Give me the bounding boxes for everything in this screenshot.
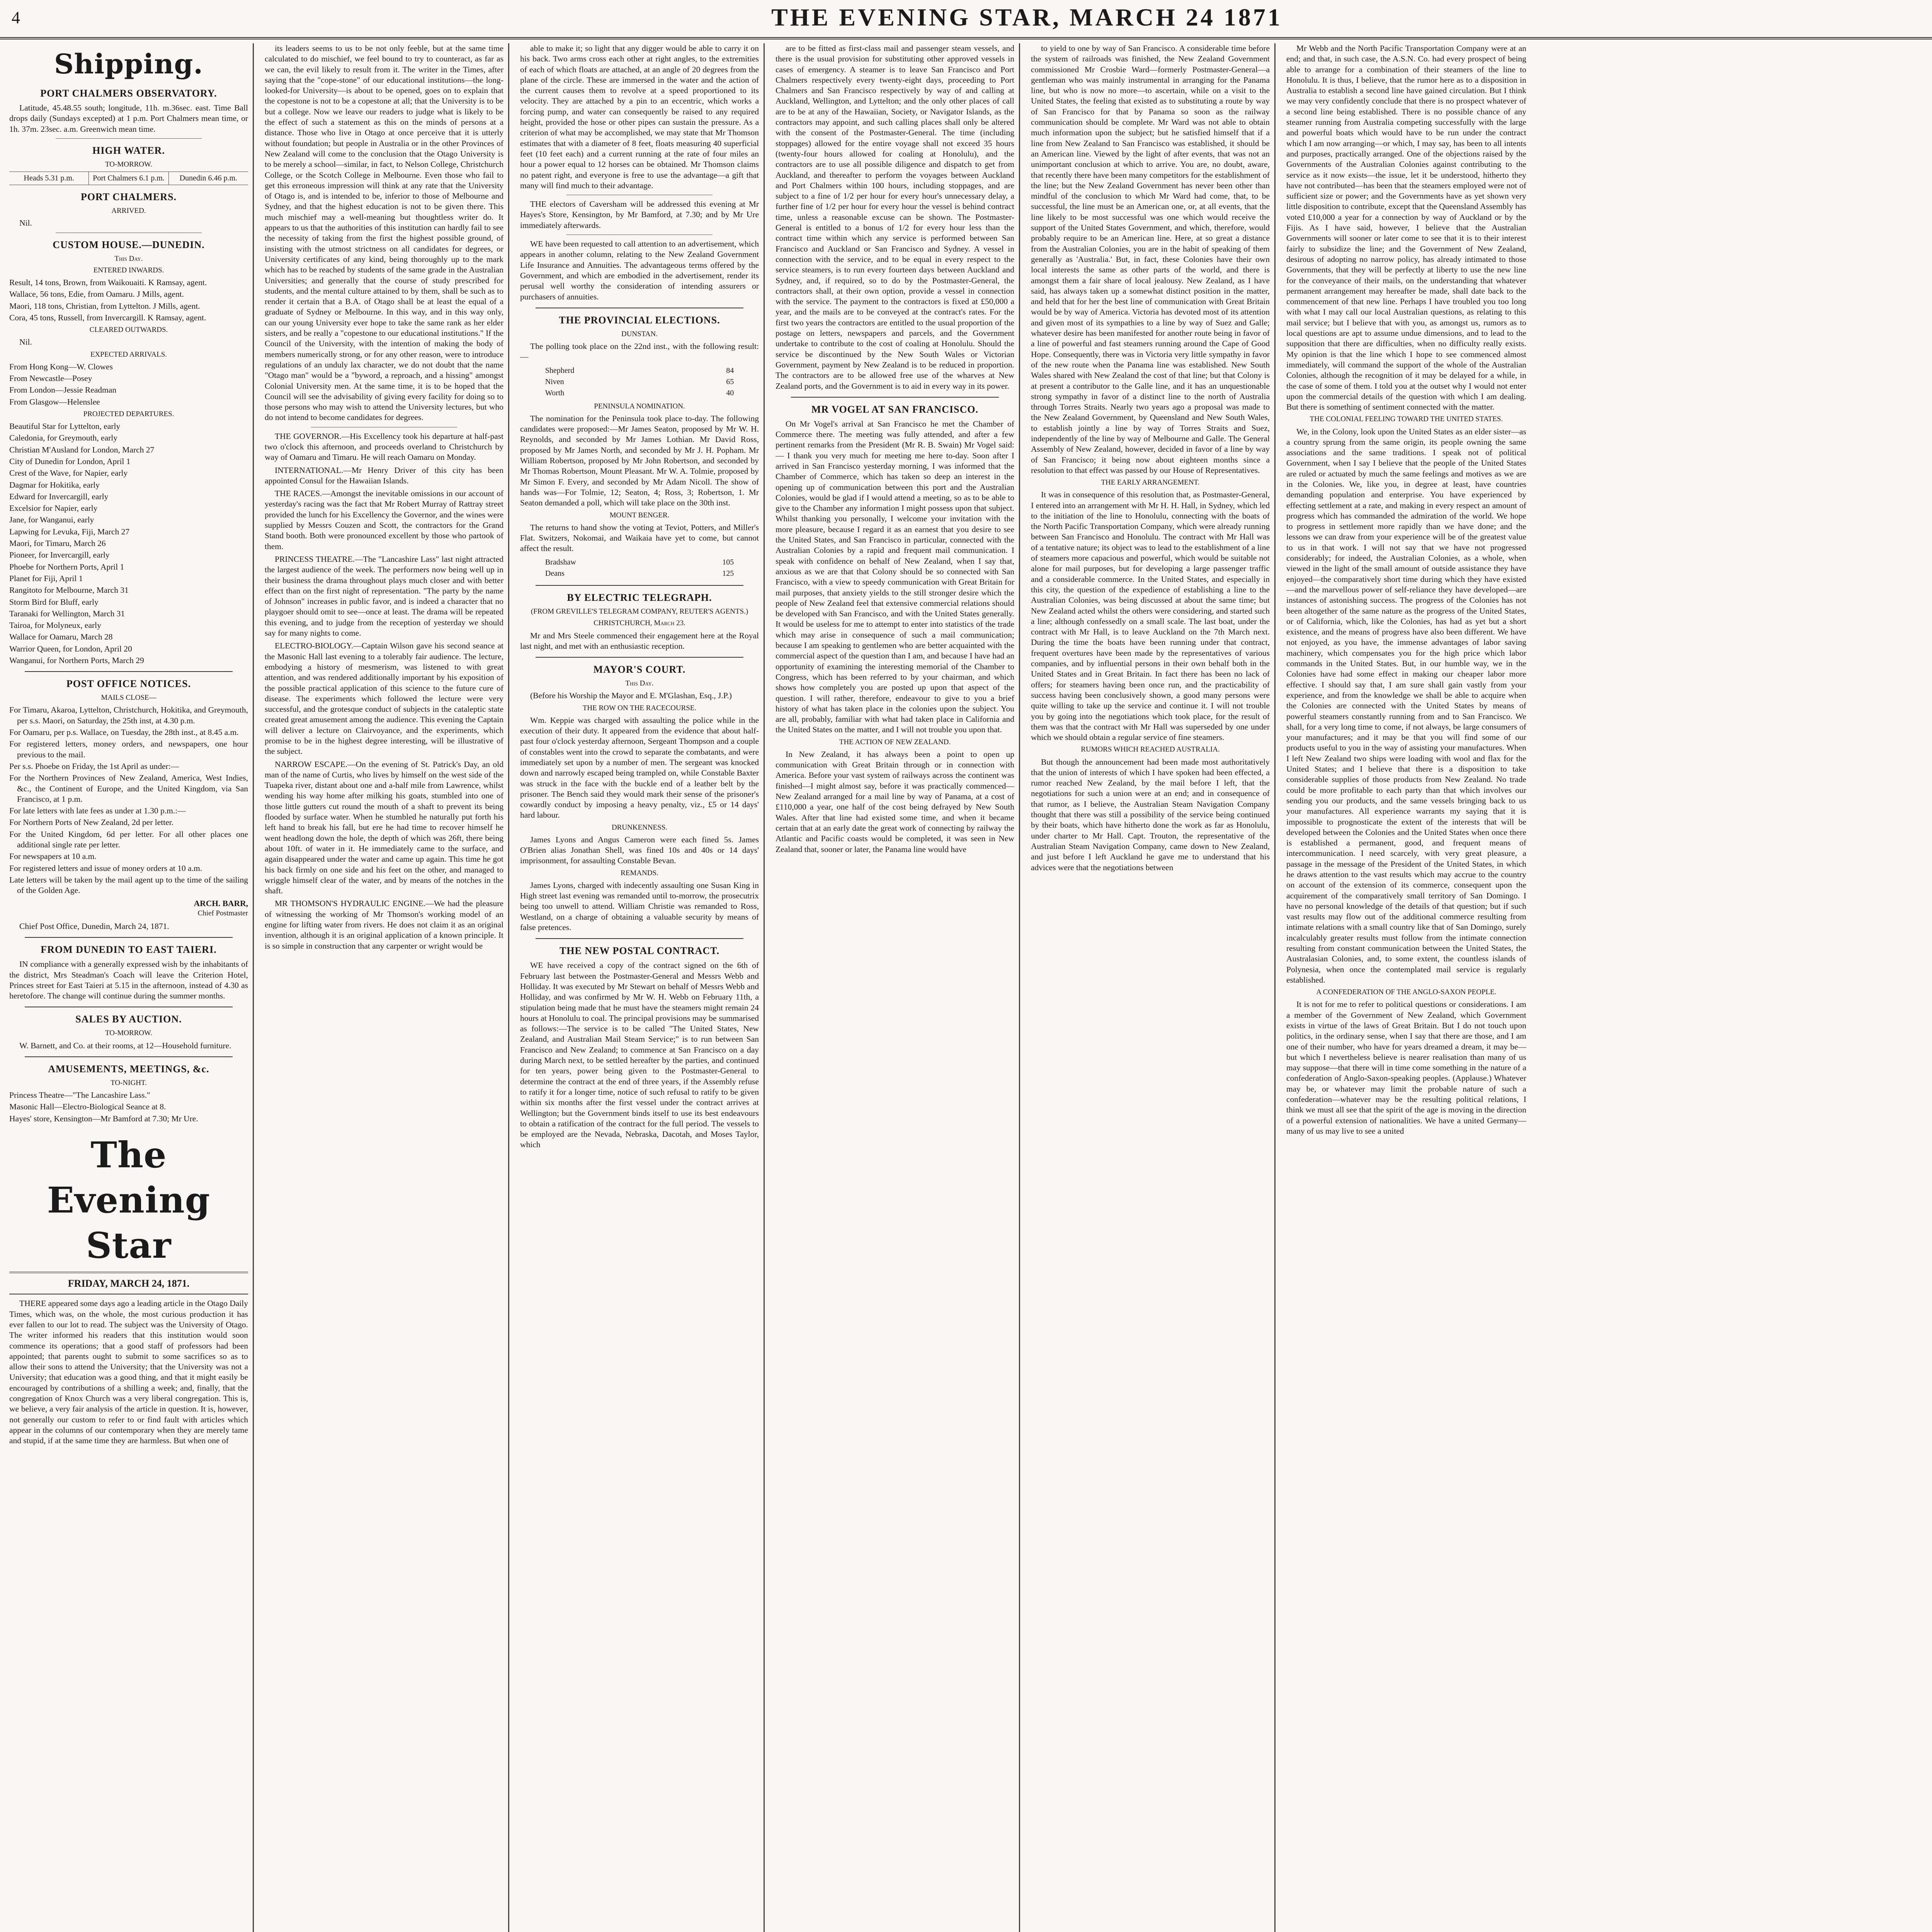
action-text: In New Zealand, it has always been a point to open up communication with Great Britain through or in connection with America. Before your vast system of railways across the continent was finished—I might almost say, before it was practically commenced—New Zealand arranged for a mail line by way of Panama, at a cost of £110,000 a year, one half of the cost being defrayed by New South Wales. After that line had existed some time, and when it became certain that at an early date the great work of connecting by railway the Atlantic and Pacific coasts would be completed, it was seen in New Zealand that, sooner or later, the Panama line would have [776,749,1014,854]
list-item: Taranaki for Wellington, March 31 [9,609,125,618]
amusements-heading: AMUSEMENTS, MEETINGS, &c. [48,1063,209,1075]
list-item: Result, 14 tons, Brown, from Waikouaiti. K Ramsay, agent. [9,278,207,287]
list-item: Edward for Invercargill, early [9,492,109,501]
list-item: Maori, 118 tons, Christian, from Lyttelton. J Mills, agent. [9,301,200,311]
list-item: For the United Kingdom, 6d per letter. For all other places one additional single rate per letter. [9,829,248,850]
tide-table [9,172,248,185]
elections-heading: THE PROVINCIAL ELECTIONS. [559,314,720,326]
candidate-name: Deans [545,569,565,578]
list-item: Hayes' store, Kensington—Mr Bamford at 7.30; Mr Ure. [9,1114,198,1123]
confederation-heading: A CONFEDERATION OF THE ANGLO-SAXON PEOPLE. [1316,988,1497,997]
remands-label: REMANDS. [621,869,658,877]
list-item: Maori, for Timaru, March 26 [9,539,106,548]
postal-contract-heading: THE NEW POSTAL CONTRACT. [559,945,720,957]
dunstan-text: The polling took place on the 22nd inst., with the following result:— [520,341,759,362]
list-item: City of Dunedin for London, April 1 [9,456,131,466]
postal-contract-continued: are to be fitted as first-class mail and passenger steam vessels, and there is the usual provision for substituting other approved vessels in cases of emergency. A steamer is to leave San Francisco and Port Chalmers respectively every twenty-eight days, proceeding to Port Chalmers and San Francisco respectively by way of and calling at Auckland, Wellington, and Lyttelton; and the only other places of call are to be at any of the Hawaiian, Society, or Navigator Islands, as the contractors may appoint, and such calling places shall only be altered with the consent of the Postmaster-General. The time (including stoppages) allowed for the entire voyage shall not exceed 35 hours (twenty-four hours allowed for coaling at Honolulu), and the contractors are to use all possible diligence and dispatch to get from Auckland, and thereafter to perform the voyages between Auckland and Port Chalmers within 100 hours, including stoppages, and are subject to a fine of 1/2 per hour for every hour's unnecessary delay, a further fine of 1/2 per hour for every hour the vessel is behind contract time, unless a reasonable excuse can be shown. The Postmaster-General is entitled to a bonus of 1/2 for every hour less than the contract time within which any service is performed between San Francisco and Auckland or San Francisco and Sydney. A vessel in connection with the service, and to be equal in every respect to the service steamers, is to run every fourteen days between Auckland and Sydney, and, if required, so to do by the Postmaster-General, the contractors shall, at their own option, provide a vessel in connection with the service. The payment to the contractors is fixed at £50,000 a year, and the mails are to be conveyed at the contract's rates. For the first two years the contractors are entitled to the usual proportion of the postage on letters, newspapers and parcels, and the Government undertake to contribute to the cost of coaling at Honolulu. Should the service be discontinued by the New South Wales or Victorian Government, payment by New Zealand is to be reduced in proportion. The contractors are to be allowed free use of the wharves at New Zealand ports, and the Government is to aid in every way in its power. [776,44,1014,391]
list-item: Lapwing for Levuka, Fiji, March 27 [9,527,130,536]
narrow-escape-paragraph: NARROW ESCAPE.—On the evening of St. Patrick's Day, an old man of the name of Curtis, who lives by himself on the west side of the Tuapeka river, distant about one and a-half mile from Lawrence, whilst wending his way home after milking his goats, stumbled into one of those little gutters cut round the mouth of a shaft to prevent its being flooded by surface water. When he stumbled he naturally put forth his left hand to break his fall, but ere he had time to recover himself he went headlong down the hole, the depth of which was 26ft, there being about 10ft. of water in it. He immediately came to the surface, and again disappeared under the water and came up again. This time he got his back firmly on one side and his feet on the other, and managed to wriggle himself clear of the water, and by means of the notches in the shaft. [265,759,503,896]
vote-count: 65 [726,377,734,386]
newspaper-columns [5,43,1932,1932]
table-row [545,388,734,398]
newspaper-title: THE EVENING STAR, MARCH 24 1871 [771,3,1282,31]
tomorrow-label: TO-MORROW. [105,1029,152,1037]
list-item: Wallace, 56 tons, Edie, from Oamaru. J Mills, agent. [9,289,184,299]
list-item: Beautiful Star for Lyttelton, early [9,422,121,431]
expected-arrivals-label: EXPECTED ARRIVALS. [90,350,167,359]
list-item: Storm Bird for Bluff, early [9,597,99,607]
vogel-heading: MR VOGEL AT SAN FRANCISCO. [811,403,979,415]
vote-count: 84 [726,366,734,375]
port-heading: PORT CHALMERS. [80,191,177,203]
list-item: Wanganui, for Northern Ports, March 29 [9,656,144,665]
column-3 [515,43,765,1932]
arrived-label: ARRIVED. [111,207,146,215]
table-row [545,557,734,568]
tide-dunedin: Dunedin 6.46 p.m. [179,173,238,182]
cleared-outwards-label: CLEARED OUTWARDS. [89,326,168,334]
list-item: Jane, for Wanganui, early [9,515,94,525]
amusements-list [9,1090,248,1124]
leader-text: THERE appeared some days ago a leading article in the Otago Daily Times, which was, on the whole, the most curious production it has ever fallen to our lot to read. The subject was the University of Otago. The writer informed his readers that this institution would soon commence its operations; that a good staff of professors had been appointed; that parents ought to submit to some sacrifices so as to allow their sons to attend the University; that the University was not a University; that education was a good thing, and that it might easily be encouraged by contributions of a shilling a week; and, finally, that the congregation of Knox Church was a very liberal congregation. This is, we believe, a very fair analysis of the article in question. It is, however, not generally our custom to refer to or find fault with articles which appear in the columns of our contemporary when they are merely tame and stupid, if at the same time they are harmless. But when one of [9,1299,248,1446]
colonial-feeling-heading: THE COLONIAL FEELING TOWARD THE UNITED STATES. [1310,415,1503,423]
mails-close-label: MAILS CLOSE— [101,694,156,702]
races-paragraph: THE RACES.—Amongst the inevitable omissions in our account of yesterday's racing was the fact that Mr Robert Murray of Rattray street provided the lunch for his Excellency the Governor, and the wines were supplied by Messrs Couzen and Scott, the contractors for the Grand Stand booth. Both were pronounced excellent by those who partook of them. [265,489,503,551]
departures-list [9,421,248,666]
leader-continued: its leaders seems to us to be not only feeble, but at the same time calculated to do mischief, we feel bound to try to counteract, as far as we can, the evil likely to result from it. The writer in the Times, after saying that the "cope-stone" of our educational institutions—the long-looked-for University—is about to be opened, goes on to explain that the copestone is not to be a copestone at all; that the University is to be but a college. Now we leave our readers to judge what is likely to be the effect of such a statement as this on the minds of persons at a distance. Those who live in Otago at once perceive that it is utterly without foundation; but people in Australia or in the other Provinces of New Zealand will come to the conclusion that the Otago University is to be merely a school—similar, in fact, to Nelson College, Christchurch College, or the Scotch College in Melbourne. Even those who fail to get this erroneous impression will think at any rate that the University of Otago is, and is intended to be, inferior to those of Melbourne and Sydney, and that the highest education is not to be given there. This much mischief may a well-meaning but thoughtless writer do. It appears to us that the authorities of this institution can hardly fail to see the necessity of taking from the first the highest possible ground, of insisting with the utmost strictness on all candidates for degrees, or University certificates of any kind, being thoroughly up to the mark which has to be reached by students of the same grade in the Australian Universities; and generally that the course of study prescribed for students, and the mental culture attained to by them, shall be such as to render it certain that a B.A. of Otago shall be at least the equal of a graduate of Sydney or Melbourne. In this way, and in this way only, can our young University ever hope to take the same rank as her elder sisters, and be really a "copestone to our educational institutions." If the Council of the University, with the intention of making the body of members numerically strong, or for any other reason, were to introduce regulations of an unduly lax character, we do not doubt that the name "Otago man" would be a "byword, a reproach, and a hissing" amongst Colonial University men. At the same time, it is to be hoped that the Council will see the advisability of giving every facility for doing so to those persons who may wish to attend the University lectures, but who do not intend to become candidates for degrees. [265,44,503,422]
tomorrow-label: TO-MORROW. [105,160,152,168]
entered-inwards-label: ENTERED INWARDS. [93,266,164,274]
auction-heading: SALES BY AUCTION. [75,1014,182,1025]
list-item: Tairoa, for Molyneux, early [9,621,101,630]
candidate-name: Shepherd [545,366,575,375]
princess-theatre-paragraph: PRINCESS THEATRE.—The "Lancashire Lass" last night attracted the largest audience of the week. The performers now being well up in their business the drama throughout plays much closer and with better effect than on the first night of representation. "The party by the name of Johnson" increases in public favor, and is indeed a character that no playgoer should omit to see—once at least. The drama will be repeated this evening, and to judge from the reception of yesterday we should say for many nights to come. [265,554,503,638]
list-item: Late letters will be taken by the mail agent up to the time of the sailing of the Golden Age. [9,875,248,895]
telegraph-source: (FROM GREVILLE'S TELEGRAM COMPANY, REUTER'S AGENTS.) [531,607,748,616]
list-item: For the Northern Provinces of New Zealand, America, West Indies, &c., the Continent of Europe, and the United Kingdom, via San Francisco, at 1 p.m. [9,773,248,804]
issue-date: FRIDAY, MARCH 24, 1871. [9,1272,248,1294]
taieri-heading: FROM DUNEDIN TO EAST TAIERI. [41,944,217,956]
list-item: Excelsior for Napier, early [9,503,98,513]
post-office-place: Chief Post Office, Dunedin, March 24, 1871. [19,921,169,931]
tonight-label: TO-NIGHT. [111,1078,147,1087]
rumors-text: But though the announcement had been made most authoritatively that the union of interests of which I have spoken had been effected, a rumor reached New Zealand, by the mail before I left, that the negotiations for such a union were at an end; and in consequence of that rumor, as I believe, the Australian Steam Navigation Company thought that there was still a possibility of the service being continued by their boats, which have hitherto done the work as far as Honolulu, under charter to Mr Hall. Capt. Trouton, the representative of the Australian Steam Navigation Company, came down to New Zealand, and just before I left Auckland he gave me to understand that his advices were that the negotiations between [1031,757,1270,872]
list-item: For Northern Ports of New Zealand, 2d per letter. [9,818,174,827]
candidate-name: Niven [545,377,564,386]
masthead [0,0,1932,39]
list-item: Masonic Hall—Electro-Biological Seance at 8. [9,1102,166,1112]
candidate-name: Worth [545,389,565,398]
arrived-nil: Nil. [19,218,32,228]
list-item: From Glasgow—Helenslee [9,397,100,406]
inwards-list [9,277,248,323]
arrivals-list [9,362,248,407]
action-heading: THE ACTION OF NEW ZEALAND. [839,738,951,746]
list-item: Cora, 45 tons, Russell, from Invercargill. K Ramsay, agent. [9,313,206,322]
auction-text: W. Barnett, and Co. at their rooms, at 12—Household furniture. [19,1041,231,1050]
vogel-continued-2: Mr Webb and the North Pacific Transportation Company were at an end; and that, in such case, the A.S.N. Co. had every prospect of being able to arrange for a combination of their steamers of the line to Honolulu. It is thus, I believe, that the rumor here as to a disposition in Australia to establish a second line have gained circulation. But I think we may very confidently conclude that there is no prospect whatever of a second line being established. There is no possible chance of any steamer running from Australia competing successfully with the large and powerful boats which would have to be run under the contract which I am now arranging—or which, I may say, has been to all intents and purposes, practically arranged. One of the objections raised by the Governments of the Australian Colonies against contributing to the service as it now exists—the issue, let it be understood, hitherto they have not contributed—has been that the steamers employed were not of sufficient size or power; and the Governments have as yet shown very little disposition to contribute, except that the Queensland Assembly has voted £10,000 a year for a connection by way of Auckland or by the Fijis. As I have said, however, I believe that the Australian Governments will sooner or later come to see that it is to their interest fairly to subsidize the line; and the Government of New Zealand, desirous of adopting no narrow policy, has already intimated to those Governments, that they will be perfectly at liberty to use the new line for the conveyance of their mails, on the understanding that whatever permanent arrangement may hereafter be made, shall date back to the commencement of that new line. Perhaps I have troubled you too long with what I may call our local Australian questions, as relating to this mail service; but I believe that with you, as amongst us, rumors as to local questions are apt to assume undue dimensions, and to lead to the supposition that there are difficulties, when no difficulty really exists. My opinion is that the line which I hope to see commenced almost immediately, will command the support of the whole of the Australian Colonies, although the recognition of it may be delayed for a while, in the case of some of them. I told you at the outset why I would not enter upon the commercial details of the question with which I am dealing. But there is something of sentiment connected with the matter. [1286,44,1527,412]
list-item: Christian M'Ausland for London, March 27 [9,445,155,454]
mount-benger-label: MOUNT BENGER. [609,511,670,519]
dunstan-label: DUNSTAN. [621,330,658,338]
list-item: Planet for Fiji, April 1 [9,573,83,583]
drunkenness-text: James Lyons and Angus Cameron were each fined 5s. James O'Brien alias Jonathan Shell, was fined 10s and 40s or 14 days' imprisonment, for assaulting Constable Bevan. [520,835,759,866]
list-item: Princess Theatre—"The Lancashire Lass." [9,1090,150,1100]
list-item: For late letters with late fees as under at 1.30 p.m.:— [9,806,186,816]
column-6 [1282,43,1531,1932]
shipping-heading: Shipping. [54,48,203,80]
mayors-court-bench: (Before his Worship the Mayor and E. M'Glashan, Esq., J.P.) [530,691,732,701]
list-item: Dagmar for Hokitika, early [9,480,100,490]
telegraph-text: Mr and Mrs Steele commenced their engagement here at the Royal last night, and met with an enthusiastic reception. [520,631,759,651]
table-row [545,377,734,387]
list-item: For Timaru, Akaroa, Lyttelton, Christchurch, Hokitika, and Greymouth, per s.s. Maori, on Saturday, the 25th inst, at 4.30 p.m. [9,705,248,725]
table-row [545,366,734,376]
this-day-label: This Day. [114,254,143,263]
list-item: Per s.s. Phoebe on Friday, the 1st April as under:— [9,761,179,771]
tide-heads: Heads 5.31 p.m. [9,172,89,185]
governor-paragraph: THE GOVERNOR.—His Excellency took his departure at half-past two o'clock this afternoon, and proceeds overland to Christchurch by way of Oamaru and Timaru. He will reach Oamaru on Monday. [265,431,503,462]
colonial-feeling-text: We, in the Colony, look upon the United States as an elder sister—as a country sprung from the same origin, its people owning the same associations and the same traditions. I speak not of political Government, when I say I believe that the people of the United States are ruled or actuated by much the same feelings and motives as we are in the Colonies. We, like you, in degree at least, have countries demanding population and enterprise. You have experienced by effecting settlement at a rate, and making in every respect an amount of progress which has commanded the admiration of the world. We hope to progress in settlement more rapidly than we have done; and the lessons we can draw from your experience will be of the greatest value to us in that work. I will not say that we have not progressed considerably; for indeed, the Australian Colonies, as a whole, when viewed in the light of the small amount of outside assistance they have enjoyed—the comparatively short time during which they have existed—and the marvellous power of self-reliance they have developed—are instances of astonishing success. The progress of the Colonies has not been altogether of the same nature as the progress of the United States, or of California, which, like the Colonies, has had as yet but a short existence, and the means of progress have also been different. We have not enjoyed, as you have, the immense advantages of labor saving machinery, which compensates you for the high price which labor commands in the United States. But, in our humble way, we in the Colonies have had some effect in making our cheaper labor more effective. I should say that, I am sure shall gain vastly from your experience, and from the knowledge we shall be able to acquire when the Colonies are connected with the United States by means of powerful steamers constantly running from and to San Francisco. We shall, for a very long time to come, if not always, be large consumers of your manufactures; and it may be that you will find some of our products useful to you in the way of assisting your manufactures. When I left New Zealand two ships were loading with wool and flax for the United States; and I believe that there is a disposition to take considerable supplies of those products from New Zealand. No trade could be more profitable to each party than that which involves our sending you our products, and the same vessels bringing back to us your manufactures. All experience warrants my saying that it is impossible to prognosticate the extent of the interests that will be developed between the Colonies and the United States when once there is established a permanent, good, and frequent means of intercommunication. I need scarcely, with very great pleasure, a passage in the message of the President of the United States, in which he draws attention to the vast results which may accrue to the country on account of the extension of its commerce, consequent upon the acquirement of the comparatively small territory of San Domingo. I have no personal knowledge of the details of that question; but if such vast results may flow out of the additional commerce resulting from intimate relations with a small country like that of San Domingo, surely incalculably greater results must follow from the intimate connection resulting from constant communication between the United States, the Australasian Colonies, and, to some extent, the countless islands of Polynesia, when once the contemplated mail service is regularly established. [1286,427,1526,985]
high-water-heading: HIGH WATER. [92,145,165,156]
list-item: Phoebe for Northern Ports, April 1 [9,562,124,571]
postal-contract-text: WE have received a copy of the contract signed on the 6th of February last between the Postmaster-General and Messrs Webb and Holliday. It was executed by Mr Stewart on behalf of Messrs Webb and Holliday, and was confirmed by Mr W. H. Webb on February 11th, a stipulation being made that he must have the steamers might remain 24 hours at Honolulu to coal. The principal provisions may be summarised as follows:—The service is to be called "The United States, New Zealand, and Australian Mail Steam Service;" is to run between San Francisco and New Zealand; to commence at San Francisco on a day during March next, to be settled hereafter by the parties, and continued for ten years, power being given to the Postmaster-General to determine the contract at the end of three years, if the Assembly refuse to ratify it for a longer time, notice of such refusal to ratify to be given within six months after the first vessel under the contract arrives at Wellington; but the Government binds itself to use its best endeavours to obtain a ratification of the contract for the full period. The vessels to be employed are the Nevada, Nebraska, Dacotah, and Moses Taylor, which [520,961,759,1150]
column-4 [771,43,1020,1932]
nameplate: The Evening Star [47,1134,211,1266]
telegraph-dateline: CHRISTCHURCH, March 23. [594,619,685,628]
custom-house-heading: CUSTOM HOUSE.—DUNEDIN. [53,239,205,250]
drunkenness-label: DRUNKENNESS. [611,823,668,832]
international-paragraph: INTERNATIONAL.—Mr Henry Driver of this city has been appointed Consul for the Hawaiian Islands. [265,465,503,485]
list-item: Crest of the Wave, for Napier, early [9,468,128,478]
benger-results [544,556,735,580]
taieri-text: IN compliance with a generally expressed wish by the inhabitants of the district, Mrs Steadman's Coach will leave the Criterion Hotel, Princes street for East Taieri at 5.15 in the afternoon, instead of 4.30 as heretofore. The change will continue during the summer months. [9,959,248,1001]
racecourse-label: THE ROW ON THE RACECOURSE. [582,704,697,712]
mount-benger-text: The returns to hand show the voting at Teviot, Potters, and Miller's Flat. Switzers, Nokomai, and Waikaia have yet to come, but cannot affect the result. [520,522,759,553]
vogel-continued: to yield to one by way of San Francisco. A considerable time before the system of railroads was finished, the New Zealand Government commissioned Mr Crosbie Ward—formerly Postmaster-General—a gentleman who was mainly instrumental in arranging for the Panama line, but who is now no more—to ascertain, while on a visit to the United States, the feeling that existed as to substituting a route by way of San Francisco for that by Panama so soon as the railway communication should be complete. Mr Ward was not able to obtain much information upon the subject; but he satisfied himself that if a line from New Zealand to San Francisco was established, it should be an American line. Viewed by the light of after events, that was not an unimportant conclusion at which to arrive. You are, no doubt, aware, that recently there have been many competitors for the establishment of the line; but the New Zealand Government has never been other than mindful of the conclusion to which Mr Ward had come, that, to be successful, the line must be an American one, or, at all events, that the line likely to be most successful was one which would receive the support of the United States Government, and which, therefore, would probably require to be an American line. Here, at so great a distance from the Australian Colonies, you are in the habit of speaking of them generally as 'Australia.' But, in fact, these Colonies have their own local interests the same as other parts of the world, and there is amongst them a fair share of local jealousy. New Zealand, as I have said, has always taken up a somewhat distinct position in the matter, and held that for her the best line of communication with Great Britain would be by way of America. Victoria has devoted most of its attention and given most of its sympathies to a line by way of Suez and Galle; whatever desire has been manifested for another route being in favor of a line of powerful and fast steamers running around the Cape of Good Hope. Consequently, there was in Victoria very little sympathy in favor of the new route when the Panama line was established. New South Wales shared with New Zealand the cost of that line; but that Colony is at present a contributor to the Galle line, and it has an unquestionable strong sympathy in favor of a distinct line to the north of Australia through Torres Straits. Nearly two years ago a proposal was made to the New Zealand Government, by Queensland and New South Wales, to establish jointly a line by way of Torres Straits and Suez, independently of the line by way of Melbourne and Galle. The General Assembly of New Zealand, however, decided in favor of a line by way of San Francisco; it being now about eighteen months since a resolution to that effect was passed by our House of Representatives. [1031,44,1270,475]
list-item: Pioneer, for Invercargill, early [9,550,110,560]
peninsula-label: PENINSULA NOMINATION. [594,402,685,410]
early-arrangement-heading: THE EARLY ARRANGEMENT. [1101,478,1200,487]
hydraulic-engine-continued: able to make it; so light that any digger would be able to carry it on his back. Two arms cross each other at right angles, to the extremities of each of which floats are attached, at an angle of 20 degrees from the plane of the circle. These are immersed in the water and the action of the current causes them to revolve at a speed proportioned to its velocity. They are attached by a pin to an eccentric, which works a forcing pump, and water can consequently be raised to any required height, provided the hose or other pipes can sustain the pressure. As a criterion of what may be accomplished, we may state that Mr Thomson estimates that with a diameter of 8 feet, floats measuring 40 superficial feet (10 feet each) and a current running at the rate of four miles an hour a power equal to 12 horses can be obtained. Mr Thomson claims no patent right, and everyone is free to use the advantage—a gift that many will find much to their advantage. [520,44,759,190]
list-item: Rangitoto for Melbourne, March 31 [9,585,129,595]
tide-port-chalmers: Port Chalmers 6.1 p.m. [89,172,168,185]
rumors-heading: RUMORS WHICH REACHED AUSTRALIA. [1081,745,1220,754]
early-arrangement-text: It was in consequence of this resolution that, as Postmaster-General, I entered into an arrangement with Mr H. H. Hall, in Sydney, which led to the initiation of the line to Honolulu, connecting with the boats of the North Pacific Transportation Company, which were already running between San Francisco and Honolulu. The contract with Mr Hall was of a tentative nature; its object was to lead to the establishment of a line of steamers more capacious and powerful, which would be suitable not alone for mail purposes, but for developing a large passenger traffic and a considerable commerce. In the United States, and especially in this city, the question of the expedience of establishing a line to the Australian Colonies, was being discussed at about the same time; but New Zealand acted whilst the others were considering, and started such a line; although confessedly on a small scale. The last boat, under the contract with Mr Hall, is to leave Auckland on the 7th March next. During the time the boats have been running under that contract, frequent overtures have been made by the representatives of various companies, and by influential persons in their own behalf both in the United States and in Great Britain. In fact there has been no lack of offers; for steamers having been once run, and the practicability of success having been conclusively shown, a good many persons were quite willing to take up the service and continue it. I will not trouble you by going into the negotiations which took place, for the result of them was that the contract with Mr Hall was superseded by one under which we should obtain a regular service of fine steamers. [1031,490,1270,742]
postmaster-signature: ARCH. BARR, [194,898,248,908]
mayors-court-day: This Day. [625,679,654,688]
column-1 [5,43,254,1932]
list-item: Wallace for Oamaru, March 28 [9,632,113,642]
remands-text: James Lyons, charged with indecently assaulting one Susan King in High street last evening was remanded until to-morrow, the prosecutrix being too unwell to attend. William Christie was remanded to Ross, Westland, on a charge of obtaining a valuable security by means of false pretences. [520,880,759,932]
vote-count: 125 [722,569,734,578]
observatory-heading: PORT CHALMERS OBSERVATORY. [40,87,217,99]
electro-biology-paragraph: ELECTRO-BIOLOGY.—Captain Wilson gave his second seance at the Masonic Hall last evening to a tolerably fair audience. The lecture, embodying a history of mesmerism, was listened to with great attention, and was rendered additionally important by his exposition of the possible practical application of this science to the future cure of disease. The experiments which followed the lecture were very successful, and the grotesque conduct of subjects in the cataleptic state created great amusement among the audience. This evening the Captain will deliver a lecture on Clairvoyance, and the experiments, which promise to be in the highest degree interesting, will be illustrative of the subject. [265,641,503,756]
insurance-paragraph: WE have been requested to call attention to an advertisement, which appears in another column, relating to the New Zealand Government Life Insurance and Annuities. The advantageous terms offered by the Government, and which are embodied in the advertisement, render its perusal well worthy the consideration of intending assurers or purchasers of annuities. [520,239,759,301]
vote-count: 105 [722,558,734,566]
post-office-heading: POST OFFICE NOTICES. [66,678,191,690]
list-item: For newspapers at 10 a.m. [9,852,97,861]
vote-count: 40 [726,389,734,398]
mayors-court-heading: MAYOR'S COURT. [593,664,686,675]
list-item: From Newcastle—Posey [9,374,92,383]
list-item: From London—Jessie Readman [9,385,117,395]
list-item: For registered letters and issue of money orders at 10 a.m. [9,863,202,873]
racecourse-text: Wm. Keppie was charged with assaulting the police while in the execution of their duty. It appeared from the evidence that about half-past four o'clock yesterday afternoon, Sergeant Thompson and a couple of constables went into the crowd to separate the combatants, and were immediately set upon by a number of men. The sergeant was knocked down and narrowly escaped being trampled on, while Constable Baxter was struck in the face with the buckle end of a leather belt by the prisoner. The Bench said they would mark their sense of the prisoner's cowardly conduct by imposing a heavy penalty, viz., £5 or 14 days' hard labour. [520,715,759,820]
hydraulic-engine-paragraph: MR THOMSON'S HYDRAULIC ENGINE.—We had the pleasure of witnessing the working of Mr Thomson's working model of an engine for lifting water from rivers. He does not claim it as an original invention, although it is an original application of a known principle. It is so simple in construction that any carpenter or wright would be [265,899,503,951]
page-number: 4 [12,8,20,27]
cleared-nil: Nil. [19,337,32,347]
postmaster-title: Chief Postmaster [197,909,248,917]
confederation-text: It is not for me to refer to political questions or considerations. I am a member of the Government of New Zealand, which Government exists in virtue of the laws of Great Britain. But I do not touch upon politics, in the ordinary sense, when I say that there are those, and I am one of their number, who have for years dreamed a dream, it may be—but which I nevertheless believe is nearer realisation than many of us may suppose—that there will in time come something in the nature of a confederation of Anglo-Saxon-speaking peoples. (Applause.) Whatever may be, or whatever may limit the probable nature of such a confederation—whatever may be the resulting political relations, I think we must all see that the spirit of the age is moving in the direction of a powerful extension of nationalities. We have a united Germany—many of us may live to see a united [1286,1000,1526,1136]
telegraph-heading: BY ELECTRIC TELEGRAPH. [567,592,712,604]
caversham-paragraph: THE electors of Caversham will be addressed this evening at Mr Hayes's Store, Kensington, by Mr Bamford, at 7.30; and by Mr Ure immediately afterwards. [520,199,759,230]
column-2 [260,43,509,1932]
vogel-text: On Mr Vogel's arrival at San Francisco he met the Chamber of Commerce there. The meeting was fully attended, and after a few pertinent remarks from the President (Mr R. B. Swain) Mr Vogel said:— I thank you very much for meeting me here to-day. Soon after I arrived in San Francisco yesterday morning, I was informed that the Chamber of Commerce, which has taken so deep an interest in the opening up of communication between this port and the Australian Colonies, would be glad if I would attend a meeting, so as to be able to give to the Chamber any information I might possess upon that subject. Whilst thanking you personally, I welcome your invitation with the more pleasure, because I regard it as an earnest that you desire to see the United States, and San Francisco in particular, connected with the Australian Colonies by a rapid and frequent mail communication. I speak with confidence on behalf of New Zealand, when I say that, anxious as we are that that Colony should be so connected with San Francisco, with a view to speedy communication with Great Britain for mail purposes, that anxiety yields to the still stronger desire which the people of New Zealand feel that extensive commercial relations should be developed with San Francisco, and with the United States generally. It would be useless for me to attempt to enter into statistics of the trade which may arise in consequence of such a mail communication; because I am speaking to gentlemen who are better acquainted with the commercial aspect of the question than I am, and because I have had an opportunity of examining the interesting memorial of the Chamber to Congress, which has been referred to by your chairman, and which shows how completely you are posted up upon that aspect of the question. I will rather, therefore, endeavour to give to you a brief history of what has taken place in the colonies upon the subject. You are all, probably, familiar with what had taken place in California and the United States on the matter, and I will not trouble you upon that. [776,419,1014,735]
dunstan-results [544,365,735,400]
column-5 [1026,43,1276,1932]
list-item: For Oamaru, per p.s. Wallace, on Tuesday, the 28th inst., at 8.45 a.m. [9,728,239,737]
list-item: Caledonia, for Greymouth, early [9,433,118,443]
list-item: From Hong Kong—W. Clowes [9,362,113,371]
peninsula-text: The nomination for the Peninsula took place to-day. The following candidates were proposed:—Mr James Seaton, proposed by Mr W. H. Reynolds, and seconded by Mr James Lothian. Mr David Ross, proposed by Mr James North, and seconded by Mr J. H. Popham. Mr William Robertson, proposed by Mr John Robertson, and seconded by Mr Thomas Robertson, Mount Pleasant. Mr W. A. Tolmie, proposed by Mr Simon F. Every, and seconded by Mr Adam Nicoll. The show of hands was—For Tolmie, 12; Seaton, 4; Ross, 3; Robertson, 1. Mr Seaton demanded a poll, which will take place on the 30th inst. [520,413,759,508]
projected-departures-label: PROJECTED DEPARTURES. [83,410,174,418]
post-office-list [9,705,248,896]
list-item: For registered letters, money orders, and newspapers, one hour previous to the mail. [9,739,248,759]
candidate-name: Bradshaw [545,558,576,566]
list-item: Warrior Queen, for London, April 20 [9,644,132,653]
table-row [545,568,734,579]
observatory-text: Latitude, 45.48.55 south; longitude, 11h. m.36sec. east. Time Ball drops daily (Sundays excepted) at 1 p.m. Port Chalmers mean time, or 1h. 37m. 23sec. a.m. Greenwich mean time. [9,103,248,134]
